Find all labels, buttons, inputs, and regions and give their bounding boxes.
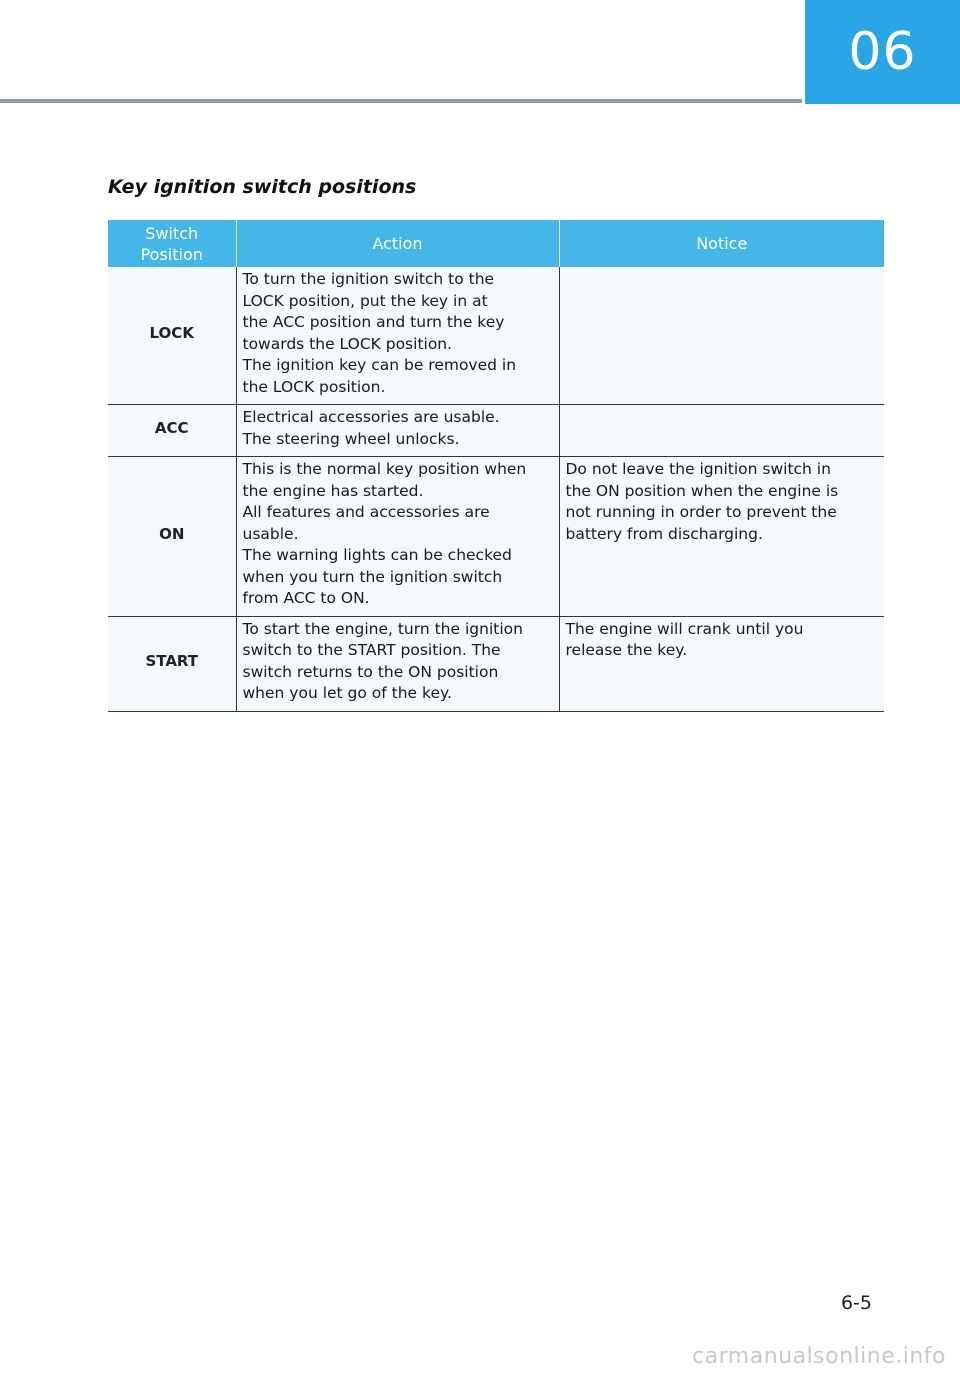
action-cell [236,267,559,405]
header-action: Action [236,220,559,267]
action-line: the ACC position and turn the key [242,313,505,331]
action-line: when you let go of the key. [242,684,452,702]
action-line: usable. [242,524,299,543]
action-line: LOCK position, put the key in at [242,291,488,310]
action-line: The warning lights can be checked [242,546,512,564]
notice-cell [559,616,884,711]
table-row [108,405,884,457]
header-notice: Notice [559,220,884,267]
position-cell: ON [108,457,236,617]
watermark-text: carmanualsonline.info [692,1344,946,1369]
action-cell [236,405,559,457]
page-number: 6-5 [840,1292,872,1314]
notice-line: the ON position when the engine is [565,481,839,500]
action-line: the engine has started. [242,481,424,500]
section-title: Key ignition switch positions [108,176,417,198]
action-line: To turn the ignition switch to the [242,270,495,288]
table-row [108,616,884,711]
position-cell: LOCK [108,267,236,405]
action-line: towards the LOCK position. [242,334,453,353]
table-header-row [108,220,884,267]
action-line: The steering wheel unlocks. [242,429,460,448]
action-line: The ignition key can be removed in [242,356,517,374]
notice-line: The engine will crank until you [565,619,804,638]
notice-line: battery from discharging. [565,524,763,543]
notice-line: not running in order to prevent the [565,503,837,521]
notice-line: Do not leave the ignition switch in [565,460,831,478]
action-line: switch to the START position. The [242,641,501,659]
action-line: when you turn the ignition switch [242,567,503,586]
position-cell: START [108,616,236,711]
header-switch-position-line: Position [140,244,203,264]
action-line: Electrical accessories are usable. [242,408,500,426]
action-line: This is the normal key position when [242,460,527,478]
notice-cell [559,267,884,405]
action-line: To start the engine, turn the ignition [242,619,523,638]
table-row [108,267,884,405]
header-switch-position-line: Switch [145,223,199,243]
action-cell [236,616,559,711]
action-line: from ACC to ON. [242,589,370,607]
action-cell [236,457,559,617]
chapter-tab: 06 [805,0,960,104]
action-line: switch returns to the ON position [242,662,499,681]
header-switch-position [108,220,236,267]
ignition-positions-table [108,220,884,712]
action-line: the LOCK position. [242,377,386,396]
action-line: All features and accessories are [242,503,490,521]
notice-line: release the key. [565,641,688,659]
header-rule [0,99,802,103]
notice-cell [559,405,884,457]
notice-cell [559,457,884,617]
position-cell: ACC [108,405,236,457]
table-row [108,457,884,617]
